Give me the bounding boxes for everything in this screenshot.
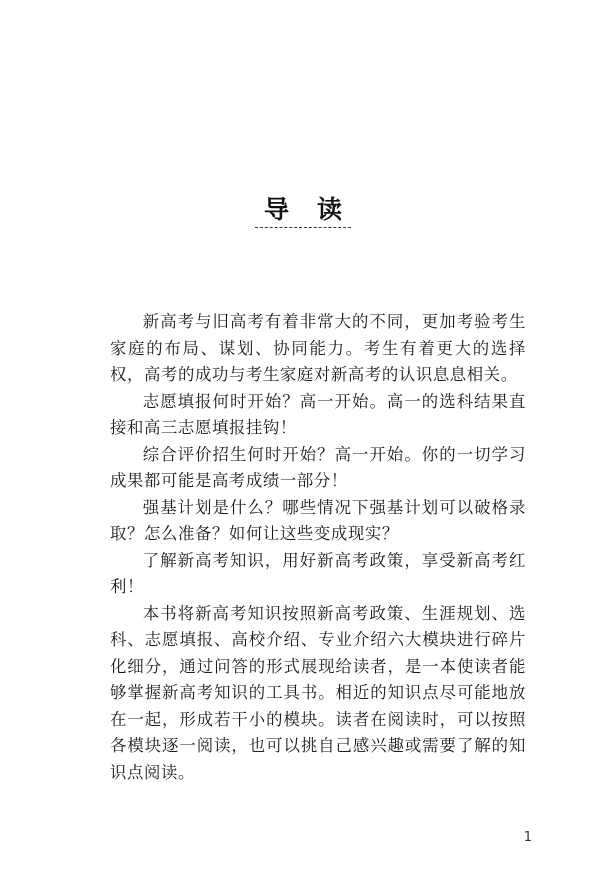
paragraph: 强基计划是什么？哪些情况下强基计划可以破格录取？怎么准备？如何让这些变成现实？ xyxy=(110,497,526,543)
paragraph: 新高考与旧高考有着非常大的不同，更加考验考生家庭的布局、谋划、协同能力。考生有着更大的选择权，高考的成功与考生家庭对新高考的认识息息相关。 xyxy=(110,312,526,384)
title-block xyxy=(0,193,606,228)
paragraph: 本书将新高考知识按照新高考政策、生涯规划、选科、志愿填报、高校介绍、专业介绍六大模块进行碎片化细分，通过问答的形式展现给读者，是一本使读者能够掌握新高考知识的工具书。相近的知识点尽可能地放在一起，形成若干小的模块。读者在阅读时，可以按照各模块逐一阅读，也可以挑自己感兴趣或需要了解的知识点阅读。 xyxy=(110,603,526,782)
body-text xyxy=(110,309,526,786)
paragraph: 志愿填报何时开始？高一开始。高一的选科结果直接和高三志愿填报挂钩！ xyxy=(110,391,526,437)
title-underline xyxy=(255,227,351,228)
paragraph: 了解新高考知识，用好新高考政策，享受新高考红利！ xyxy=(110,550,526,596)
paragraph: 综合评价招生何时开始？高一开始。你的一切学习成果都可能是高考成绩一部分！ xyxy=(110,444,526,490)
page-title: 导读 xyxy=(263,195,370,224)
page-number: 1 xyxy=(523,830,532,845)
